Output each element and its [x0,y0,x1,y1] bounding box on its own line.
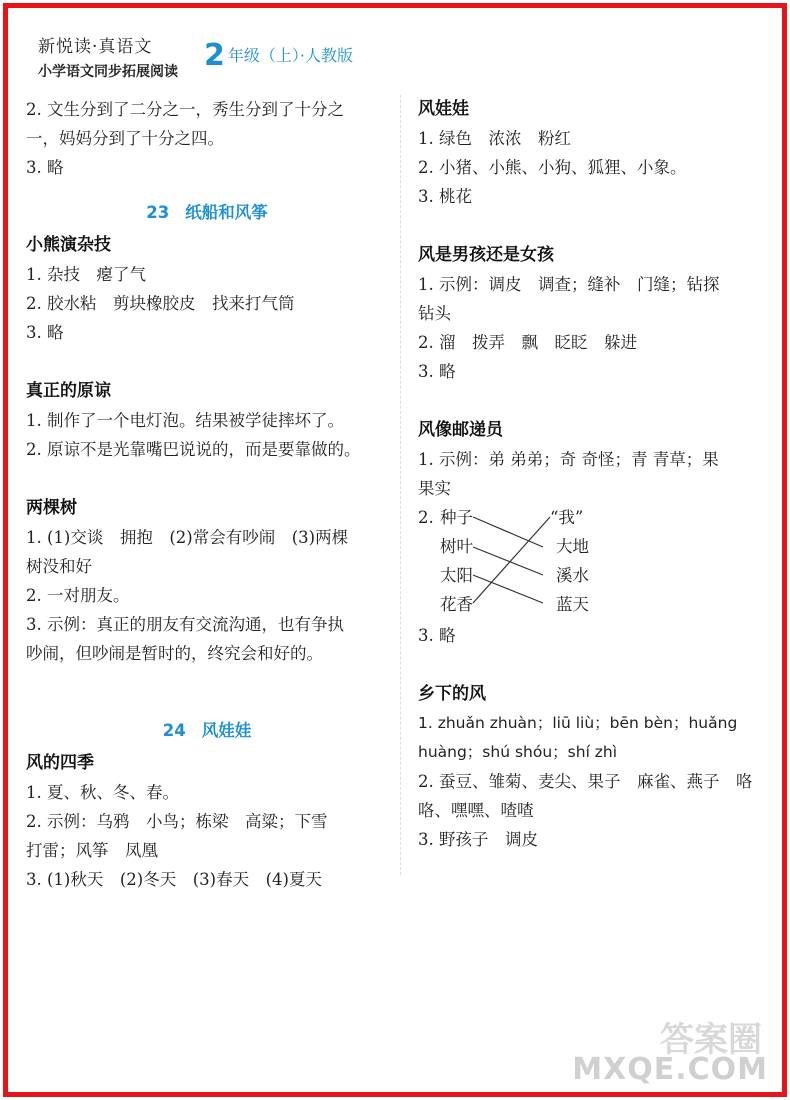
answer-line: 树没和好 [26,557,92,576]
answer-line: 2. 原谅不是光靠嘴巴说说的，而是要靠做的。 [26,440,361,459]
answer-line: 1. (1)交谈 拥抱 (2)常会有吵闹 (3)两棵 [26,528,349,547]
answer-line: 3. 略 [418,626,456,645]
answer-line: 3. 略 [418,362,456,381]
answer-line: 2. 胶水粘 剪块橡胶皮 找来打气筒 [26,294,295,313]
answer-line: 3. 略 [26,158,64,177]
match-line [473,547,543,575]
match-left-item: 花香 [440,595,473,614]
answer-line: 1. 制作了一个电灯泡。结果被学徒摔坏了。 [26,411,344,430]
match-right-item: “我” [550,508,584,527]
answer-line: 1. 杂技 瘪了气 [26,265,146,284]
answer-line: 3. 桃花 [418,187,472,206]
match-right-item: 大地 [556,537,589,556]
answer-line: 2. 蚕豆、雏菊、麦尖、果子 麻雀、燕子 咯 [418,772,753,791]
match-number: 2. [418,508,434,527]
section-title: 风像邮递员 [418,420,503,440]
section-title: 风是男孩还是女孩 [418,245,554,265]
match-line [473,575,543,603]
section-title: 真正的原谅 [26,381,111,401]
answer-line: 3. (1)秋天 (2)冬天 (3)春天 (4)夏天 [26,870,322,889]
unit-number: 24 [162,721,186,740]
answer-line: 1. 示例：弟 弟弟；奇 奇怪；青 青草；果 [418,450,719,469]
matching-diagram [418,503,658,621]
section-title: 风娃娃 [418,99,469,119]
answer-line: 3. 野孩子 调皮 [418,830,538,849]
brand-subtitle: 小学语文同步拓展阅读 [38,64,178,80]
answer-line: 3. 略 [26,323,64,342]
page-header [38,32,178,81]
brand-title: 新悦读·真语文 [38,37,153,57]
right-column [418,95,780,854]
answer-line: 钻头 [418,304,451,323]
left-column [26,95,388,894]
watermark-url: MXQE.COM [572,1052,768,1087]
answer-line: 吵闹，但吵闹是暂时的，终究会和好的。 [26,644,323,663]
section-title: 风的四季 [26,753,94,773]
answer-line: 3. 示例：真正的朋友有交流沟通，也有争执 [26,615,344,634]
unit-heading-23 [26,198,388,227]
answer-line: 1. 夏、秋、冬、春。 [26,783,179,802]
match-right-item: 溪水 [556,566,589,585]
answer-line: 1. 示例：调皮 调查；缝补 门缝；钻探 [418,275,720,294]
match-left-item: 太阳 [440,566,473,585]
unit-title: 纸船和风筝 [185,203,268,222]
answer-line: 2. 文生分到了二分之一，秀生分到了十分之 [26,100,344,119]
match-left-item: 种子 [440,508,473,527]
answer-line: 果实 [418,479,451,498]
column-divider [400,95,401,875]
match-right-item: 蓝天 [556,595,589,614]
answer-line: 1. 绿色 浓浓 粉红 [418,129,571,148]
grade-label [204,38,353,73]
answer-line: 2. 一对朋友。 [26,586,130,605]
grade-number: 2 [204,38,225,73]
unit-heading-24 [26,716,388,745]
answer-line: 2. 小猪、小熊、小狗、狐狸、小象。 [418,158,687,177]
answer-line: 打雷；风筝 凤凰 [26,841,158,860]
answer-line: 一，妈妈分到了十分之四。 [26,129,224,148]
unit-number: 23 [146,203,170,222]
answer-line: 咯、嘿嘿、喳喳 [418,801,534,820]
watermark-logo: 答案圈 [660,1020,762,1060]
answer-line: 2. 溜 拨弄 飘 眨眨 躲进 [418,333,637,352]
match-left-item: 树叶 [440,537,473,556]
answer-line: 1. zhuǎn zhuàn；liū liù；bēn bèn；huǎng [418,714,738,732]
section-title: 乡下的风 [418,684,486,704]
answer-line: 2. 示例：乌鸦 小鸟；栋梁 高粱；下雪 [26,812,328,831]
unit-title: 风娃娃 [201,721,252,740]
answer-line: huàng；shú shóu；shí zhì [418,743,618,761]
match-line [473,517,543,547]
section-title: 小熊演杂技 [26,235,111,255]
section-title: 两棵树 [26,498,77,518]
grade-text: 年级（上）·人教版 [227,46,353,65]
